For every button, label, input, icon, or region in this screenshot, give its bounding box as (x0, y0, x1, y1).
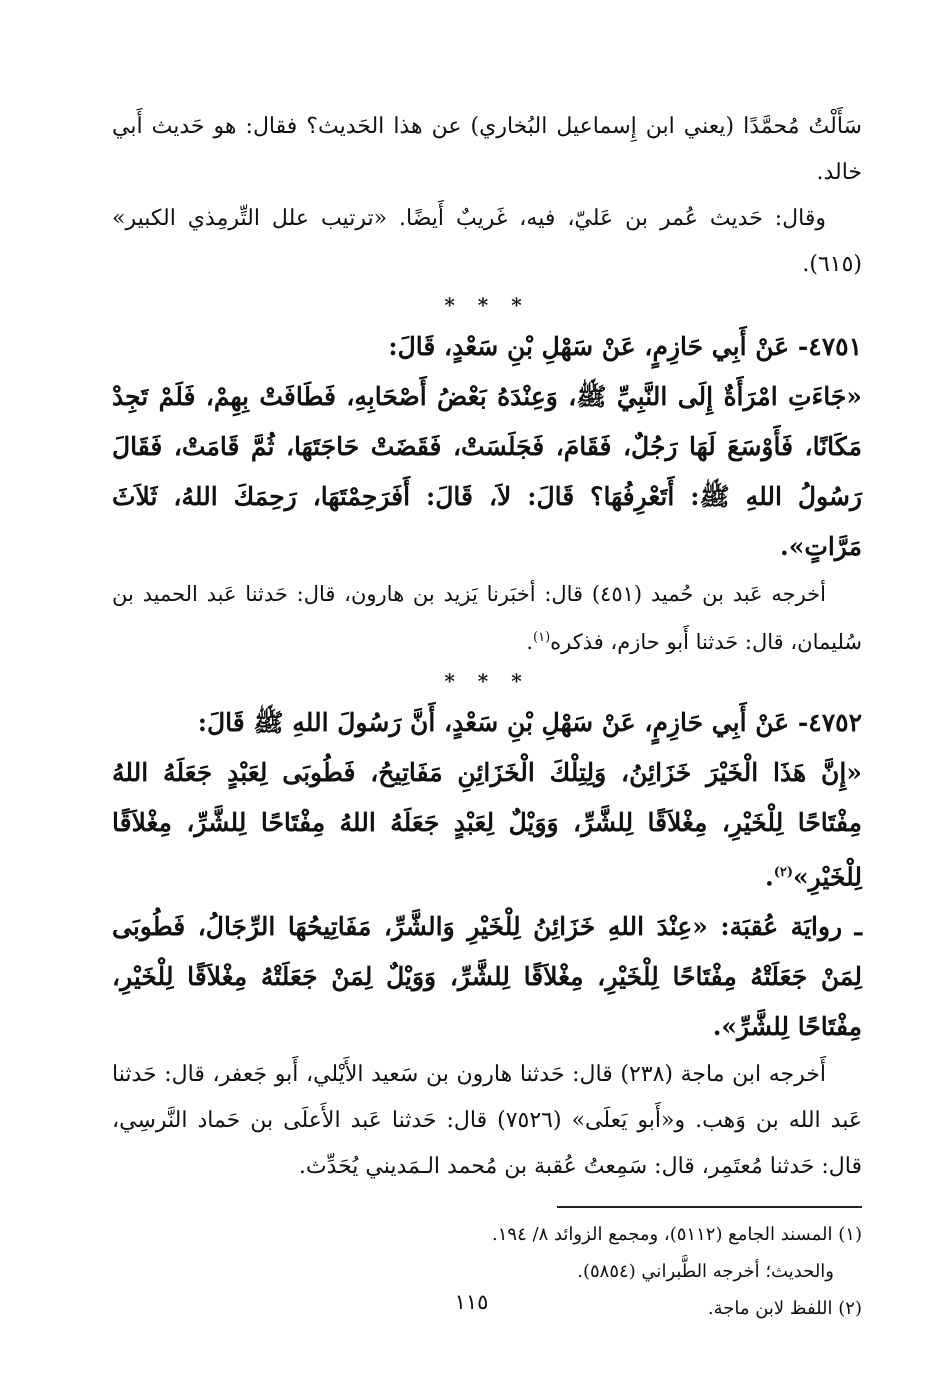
hadith-4752-text-body: «إِنَّ هَذَا الْخَيْرَ خَزَائِنُ، وَلِتِلْكَ الْخَزَائِنِ مَفَاتِيحُ، فَطُوبَى لِعَبْدٍ جَعَلَهُ اللهُ مِفْتَاحًا لِلْخَيْرِ، مِغْلاَقًا لِلشَّرِّ، وَوَيْلٌ لِعَبْدٍ جَعَلَهُ اللهُ مِفْتَاحًا لِلشَّرِّ، مِغْلاَقًا لِلْخَيْرِ» (112, 758, 862, 892)
hadith-4752-text: «إِنَّ هَذَا الْخَيْرَ خَزَائِنُ، وَلِتِلْكَ الْخَزَائِنِ مَفَاتِيحُ، فَطُوبَى لِعَبْدٍ جَعَلَهُ اللهُ مِفْتَاحًا لِلْخَيْرِ، مِغْلاَقًا لِلشَّرِّ، وَوَيْلٌ لِعَبْدٍ جَعَلَهُ اللهُ مِفْتَاحًا لِلشَّرِّ، مِغْلاَقًا لِلْخَيْرِ»$^{(٢)}$. (112, 758, 862, 892)
hadith-4751-text: «جَاءَتِ امْرَأَةٌ إِلَى النَّبِيِّ ﷺ، وَعِنْدَهُ بَعْضُ أَصْحَابِهِ، فَطَافَتْ بِهِمْ، فَلَمْ تَجِدْ مَكَانًا، فَأَوْسَعَ لَهَا رَجُلٌ، فَقَامَ، فَجَلَسَتْ، فَقَضَتْ حَاجَتَهَا، ثُمَّ قَامَتْ، فَقَالَ رَسُولُ اللهِ ﷺ: أَتَعْرِفُهَا؟ قَالَ: لاَ، قَالَ: أَفَرَحِمْتَهَا، رَحِمَكَ اللهُ، ثَلاَثَ مَرَّاتٍ». (112, 382, 862, 561)
intro-paragraph: سَأَلْتُ مُحمَّدًا (يعني ابن إِسماعيل البُخاري) عن هذا الحَديث؟ فقال: هو حَديث أَبي خالد. (112, 114, 862, 185)
section-separator: * * * (444, 293, 530, 317)
section-separator-2: * * * (444, 669, 530, 693)
hadith-4752-heading: ٤٧٥٢- عَنْ أَبِي حَازِمٍ، عَنْ سَهْلِ بْنِ سَعْدٍ، أَنَّ رَسُولَ اللهِ ﷺ قَالَ: (197, 708, 862, 737)
hadith-4751-heading: ٤٧٥١- عَنْ أَبِي حَازِمٍ، عَنْ سَهْلِ بْنِ سَعْدٍ، قَالَ: (388, 332, 862, 361)
footnote-divider (557, 1206, 862, 1208)
footnote-1-continued: والحديث؛ أخرجه الطَّبراني (٥٨٥٤). (577, 1261, 834, 1283)
hadith-4751-source-text: أخرجه عَبد بن حُميد (٤٥١) قال: أخبَرنا يَزيد بن هارون، قال: حَدثنا عَبد الحميد بن سُليمان، قال: حَدثنا أَبو حازم، فذكره (112, 582, 862, 654)
page-body (112, 104, 862, 1327)
page-number: ١١٥ (454, 1290, 489, 1314)
footnote-ref-1: (١) (533, 630, 551, 645)
hadith-4752-variant: ـ روايَة عُقبَة: «عِنْدَ اللهِ خَزَائِنُ لِلْخَيْرِ وَالشَّرِّ، مَفَاتِيحُهَا الرِّجَالُ، فَطُوبَى لِمَنْ جَعَلَتْهُ مِفْتَاحًا لِلْخَيْرِ، مِغْلاَقًا لِلشَّرِّ، وَوَيْلٌ لِمَنْ جَعَلَتْهُ مِغْلاَقًا لِلْخَيْرِ، مِفْتَاحًا لِلشَّرِّ». (112, 912, 862, 1042)
footnote-1: (١) المسند الجامع (٥١١٢)، ومجمع الزوائد ٨/ ١٩٤. (492, 1224, 862, 1246)
footnote-ref-2: (٢) (773, 865, 793, 880)
hadith-4752-source: أَخرجه ابن ماجة (٢٣٨) قال: حَدثنا هارون بن سَعيد الأَيْلي، أَبو جَعفر، قال: حَدثنا عَبد الله بن وَهب. و«أَبو يَعلَى» (٧٥٢٦) قال: حَدثنا عَبد الأَعلَى بن حَماد النَّرسِي، قال: حَدثنا مُعتَمِر، قال: سَمِعتُ عُقبة بن مُحمد الـمَديني يُحَدِّث. (112, 1062, 862, 1180)
footnote-2: (٢) اللفظ لابن ماجة. (707, 1298, 862, 1320)
hadith-4751-source: أخرجه عَبد بن حُميد (٤٥١) قال: أخبَرنا يَزيد بن هارون، قال: حَدثنا عَبد الحميد بن سُليمان، قال: حَدثنا أَبو حازم، فذكره$^{(١)}$. (112, 582, 862, 654)
intro-note: وقال: حَديث عُمر بن عَليّ، فيه، غَريبٌ أَيضًا. «ترتيب علل التِّرمِذي الكبير» (٦١٥). (112, 206, 862, 277)
